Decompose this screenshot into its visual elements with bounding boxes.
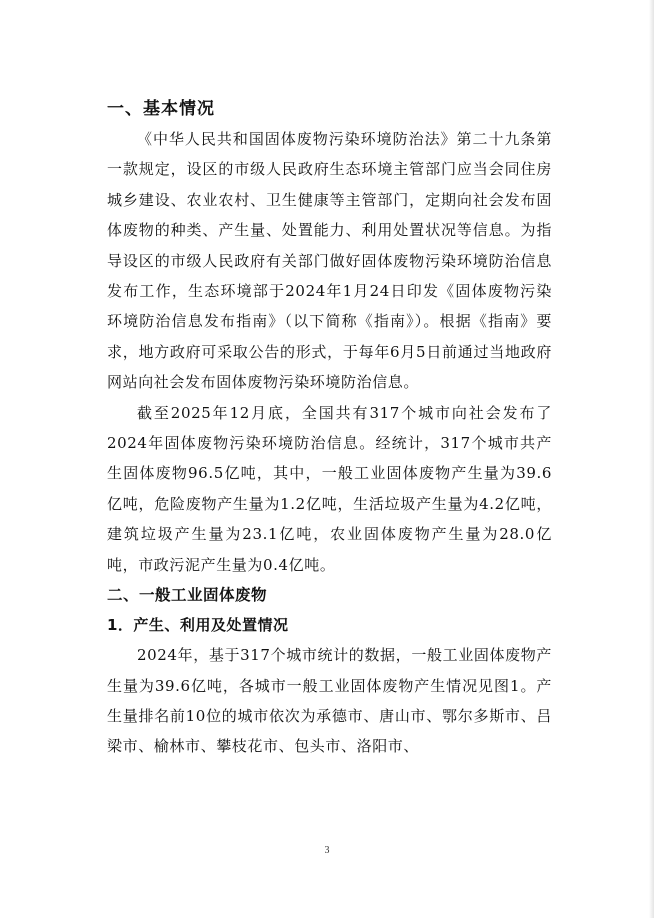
page-edge-shadow — [649, 0, 654, 918]
paragraph-legal-basis: 《中华人民共和国固体废物污染环境防治法》第二十九条第一款规定，设区的市级人民政府生态环境主管部门应当会同住房城乡建设、农业农村、卫生健康等主管部门，定期向社会发布固体废物的种类、产生量、处置能力、利用处置状况等信息。为指导设区的市级人民政府有关部门做好固体废物污染环境防治信息发布工作，生态环境部于2024年1月24日印发《固体废物污染环境防治信息发布指南》（以下简称《指南》）。根据《指南》要求，地方政府可采取公告的形式，于每年6月5日前通过当地政府网站向社会发布固体废物污染环境防治信息。 — [107, 130, 552, 392]
page-number: 3 — [324, 845, 330, 856]
page-content — [107, 94, 552, 762]
subsection-heading-generation-utilization: 1．产生、利用及处置情况 — [107, 616, 289, 635]
paragraph-industrial-waste-generation: 2024年，基于317个城市统计的数据，一般工业固体废物产生量为39.6亿吨，各城市一般工业固体废物产生情况见图1。产生量排名前10位的城市依次为承德市、唐山市、鄂尔多斯市、吕梁市、榆林市、攀枝花市、包头市、洛阳市、 — [107, 646, 552, 756]
section-heading-industrial-waste: 二、一般工业固体废物 — [107, 586, 268, 605]
paragraph-statistics-summary: 截至2025年12月底，全国共有317个城市向社会发布了2024年固体废物污染环境防治信息。经统计，317个城市共产生固体废物96.5亿吨，其中，一般工业固体废物产生量为39.6亿吨，危险废物产生量为1.2亿吨，生活垃圾产生量为4.2亿吨，建筑垃圾产生量为23.1亿吨，农业固体废物产生量为28.0亿吨，市政污泥产生量为0.4亿吨。 — [107, 403, 552, 574]
section-heading-basic-situation: 一、基本情况 — [107, 99, 215, 119]
